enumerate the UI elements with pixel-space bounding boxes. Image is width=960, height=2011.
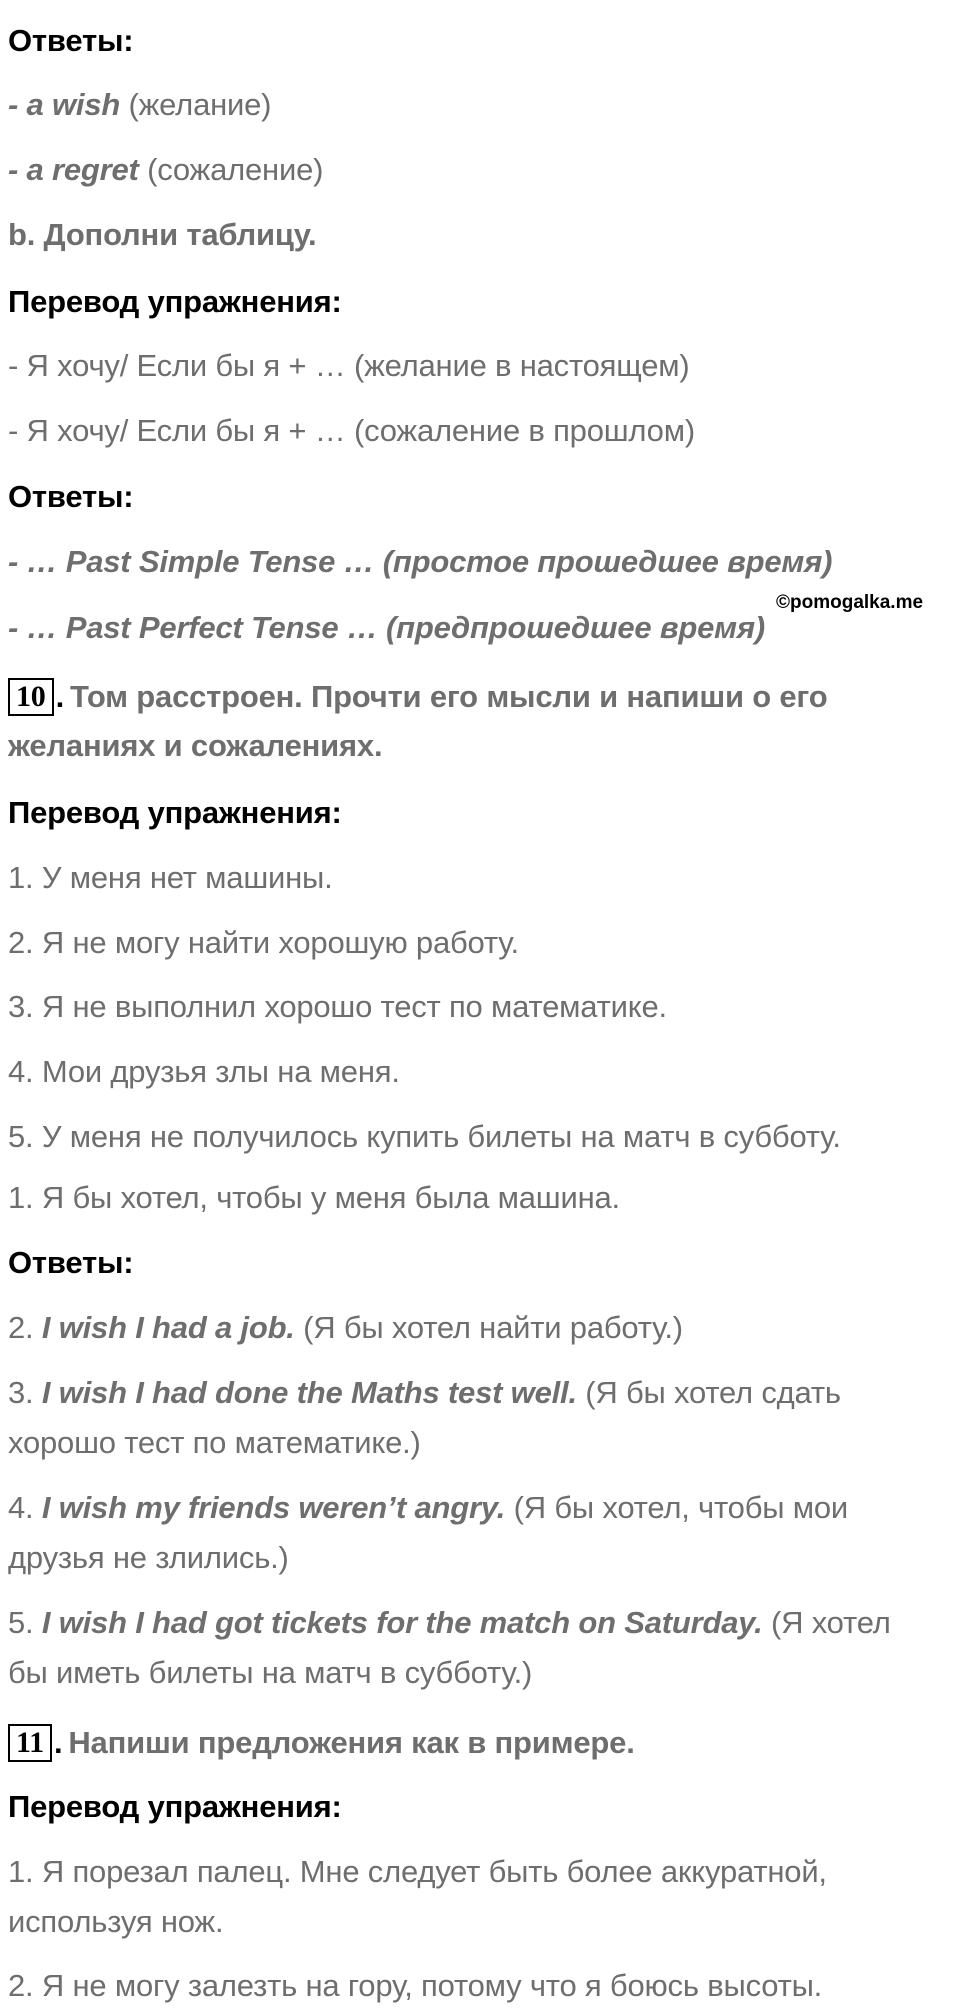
- translation-heading: Перевод упражнения:: [8, 284, 342, 319]
- answer-sentence: I wish my friends weren’t angry.: [41, 1490, 506, 1525]
- translation-line: 1. Я бы хотел, чтобы у меня была машина.: [8, 1180, 620, 1215]
- translation-line: - Я хочу/ Если бы я + … (сожаление в прошлом): [8, 413, 695, 448]
- task-heading: b. Дополни таблицу.: [8, 217, 317, 252]
- answer-number: 5.: [8, 1605, 42, 1640]
- answer-translation: (Я бы хотел найти работу.): [294, 1310, 683, 1345]
- translation-heading: Перевод упражнения:: [8, 795, 342, 830]
- answer-sentence: I wish I had got tickets for the match on Saturday.: [41, 1605, 763, 1640]
- answer-sentence: I wish I had done the Maths test well.: [41, 1375, 577, 1410]
- exercise-task-text: желаниях и сожалениях.: [8, 728, 383, 763]
- translation-line: 2. Я не могу найти хорошую работу.: [8, 925, 519, 960]
- answer-line: [8, 1368, 960, 1418]
- exercise-10-title: [8, 672, 960, 722]
- exercise-11-title: [8, 1718, 960, 1768]
- answer-translation: (Я хотел: [762, 1605, 891, 1640]
- translation-line: - Я хочу/ Если бы я + … (желание в настоящем): [8, 348, 690, 383]
- answers-heading: Ответы:: [8, 23, 134, 58]
- answer-line: [8, 1303, 960, 1353]
- answer-translation: друзья не злились.): [8, 1540, 289, 1575]
- answer-line: - … Past Perfect Tense … (предпрошедшее время): [8, 610, 766, 645]
- answer-sentence: I wish I had a job.: [41, 1310, 295, 1345]
- answer-translation: (Я бы хотел сдать: [576, 1375, 841, 1410]
- translation-line: 4. Мои друзья злы на меня.: [8, 1054, 400, 1089]
- answer-line: [8, 80, 960, 130]
- answer-translation: (желание): [120, 87, 272, 122]
- exercise-number-dot: .: [55, 679, 65, 714]
- translation-line: используя нож.: [8, 1904, 224, 1939]
- answer-number: 4.: [8, 1490, 42, 1525]
- answers-heading: Ответы:: [8, 1245, 134, 1280]
- translation-line: 1. У меня нет машины.: [8, 860, 333, 895]
- answer-term: - a wish: [8, 87, 121, 122]
- answer-number: 3.: [8, 1375, 42, 1410]
- answers-heading: Ответы:: [8, 479, 134, 514]
- answer-line: [8, 1483, 960, 1533]
- exercise-task-text: Напиши предложения как в примере.: [68, 1725, 635, 1760]
- translation-heading: Перевод упражнения:: [8, 1789, 342, 1824]
- answer-number: 2.: [8, 1310, 42, 1345]
- translation-line: 2. Я не могу залезть на гору, потому что я боюсь высоты.: [8, 1968, 823, 2003]
- watermark: ©pomogalka.me: [776, 592, 924, 613]
- answer-term: - a regret: [8, 152, 139, 187]
- answer-line: - … Past Simple Tense … (простое прошедшее время): [8, 544, 833, 579]
- answer-line: [8, 145, 960, 195]
- answer-translation: бы иметь билеты на матч в субботу.): [8, 1655, 533, 1690]
- answer-translation: (Я бы хотел, чтобы мои: [505, 1490, 849, 1525]
- answer-translation: (сожаление): [138, 152, 324, 187]
- translation-line: 3. Я не выполнил хорошо тест по математике.: [8, 989, 667, 1024]
- translation-line: 5. У меня не получилось купить билеты на матч в субботу.: [8, 1119, 841, 1154]
- answer-translation: хорошо тест по математике.): [8, 1425, 421, 1460]
- exercise-task-text: Том расстроен. Прочти его мысли и напиши о его: [70, 679, 828, 714]
- exercise-number-dot: .: [53, 1725, 63, 1760]
- answer-line: [8, 1598, 960, 1648]
- translation-line: 1. Я порезал палец. Мне следует быть более аккуратной,: [8, 1854, 827, 1889]
- exercise-number-box: 10: [8, 678, 54, 716]
- exercise-number-box: 11: [8, 1724, 52, 1762]
